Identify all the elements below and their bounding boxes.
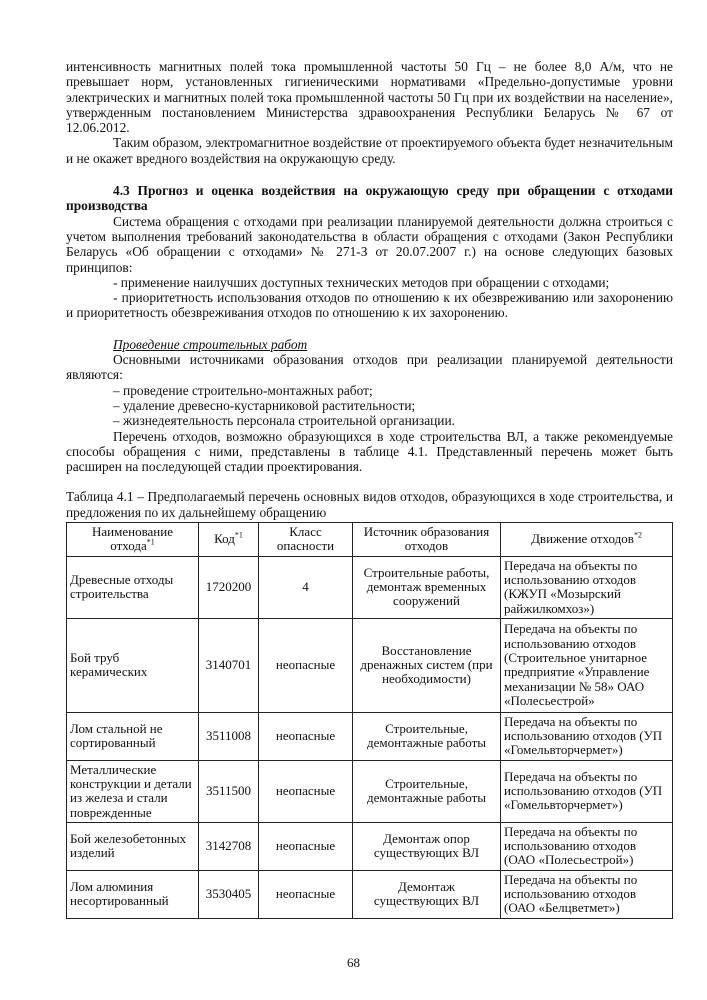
- cell-source: Демонтаж существующих ВЛ: [353, 870, 501, 918]
- cell-code: 3511008: [199, 712, 259, 760]
- cell-hazard-class: неопасные: [259, 618, 353, 712]
- cell-source: Демонтаж опор существующих ВЛ: [353, 822, 501, 870]
- subheading-construction: Проведение строительных работ: [113, 336, 308, 352]
- cell-code: 3142708: [199, 822, 259, 870]
- cell-hazard-class: 4: [259, 556, 353, 618]
- paragraph-list-intro: Перечень отходов, возможно образующихся в ходе строительства ВЛ, а также рекомендуемые способы обращения с ними, представлены в таблице 4.1. Представленный перечень может быть расширен на последующей стадии проектирования.: [66, 428, 673, 475]
- cell-movement: Передача на объекты по использованию отходов (УП «Гомельвторчермет»): [501, 760, 673, 822]
- table-row: [67, 870, 673, 918]
- cell-hazard-class: неопасные: [259, 870, 353, 918]
- cell-movement: Передача на объекты по использованию отходов (УП «Гомельвторчермет»): [501, 712, 673, 760]
- cell-waste-name: Лом стальной не сортированный: [67, 712, 199, 760]
- paragraph-waste-system: Система обращения с отходами при реализации планируемой деятельности должна строиться с учетом выполнения требований законодательства в области обращения с отходами (Закон Республики Беларусь «Об обращении с отходами» № 271-З от 20.07.2007 г.) на основе следующих базовых принципов:: [66, 213, 673, 275]
- paragraph-emf-norms: интенсивность магнитных полей тока промышленной частоты 50 Гц – не более 8,0 А/м, что не превышает норм, установленных гигиеническими нормативами «Предельно-допустимые уровни электрических и магнитных полей тока промышленной частоты 50 Гц при их воздействии на население», утвержденным постановлением Министерства здравоохранения Республики Беларусь № 67 от 12.06.2012.: [66, 59, 673, 136]
- source-item-2: – удаление древесно-кустарниковой растительности;: [113, 397, 416, 413]
- principle-item-1: - применение наилучших доступных технических методов при обращении с отходами;: [113, 274, 610, 290]
- table-caption: Таблица 4.1 – Предполагаемый перечень основных видов отходов, образующихся в ходе строительства, и предложения по их дальнейшему обращению: [66, 489, 673, 520]
- table-row: [67, 760, 673, 822]
- cell-waste-name: Бой труб керамических: [67, 618, 199, 712]
- table-row: [67, 556, 673, 618]
- table-row: [67, 822, 673, 870]
- cell-hazard-class: неопасные: [259, 760, 353, 822]
- cell-movement: Передача на объекты по использованию отходов (ОАО «Белцветмет»): [501, 870, 673, 918]
- cell-waste-name: Лом алюминия несортированный: [67, 870, 199, 918]
- cell-movement: Передача на объекты по использованию отходов (ОАО «Полесьестрой»): [501, 822, 673, 870]
- spacer: [66, 166, 673, 174]
- cell-waste-name: Древесные отходы строительства: [67, 556, 199, 618]
- table-row: [67, 712, 673, 760]
- cell-movement: Передача на объекты по использованию отходов (КЖУП «Мозырский райжилкомхоз»): [501, 556, 673, 618]
- page-content: [66, 59, 673, 919]
- cell-source: Строительные работы, демонтаж временных сооружений: [353, 556, 501, 618]
- section-heading: 4.3 Прогноз и оценка воздействия на окружающую среду при обращении с отходами производства: [66, 183, 673, 214]
- principle-item-2: - приоритетность использования отходов по отношению к их обезвреживанию или захоронению и приоритетность обезвреживания отходов по отношению к их захоронению.: [66, 290, 673, 321]
- cell-code: 3140701: [199, 618, 259, 712]
- cell-movement: Передача на объекты по использованию отходов (Строительное унитарное предприятие «Управление механизации № 58» ОАО «Полесьестрой»: [501, 618, 673, 712]
- source-item-1: – проведение строительно-монтажных работ;: [113, 382, 373, 398]
- cell-waste-name: Металлические конструкции и детали из железа и стали поврежденные: [67, 760, 199, 822]
- header-code: Код$^{*1}$: [199, 523, 259, 557]
- header-source: Источник образования отходов: [353, 523, 501, 557]
- cell-waste-name: Бой железобетонных изделий: [67, 822, 199, 870]
- paragraph-sources: Основными источниками образования отходов при реализации планируемой деятельности являются:: [66, 352, 673, 383]
- cell-source: Восстановление дренажных систем (при необходимости): [353, 618, 501, 712]
- page-number: 68: [347, 955, 360, 970]
- header-waste-name: Наименование отхода$^{*1}$: [67, 523, 199, 557]
- table-header-row: [67, 523, 673, 557]
- cell-source: Строительные, демонтажные работы: [353, 760, 501, 822]
- spacer: [66, 321, 673, 329]
- table-row: [67, 618, 673, 712]
- header-movement: Движение отходов$^{*2}$: [501, 523, 673, 557]
- cell-code: 3511500: [199, 760, 259, 822]
- waste-table: [66, 522, 673, 919]
- cell-code: 1720200: [199, 556, 259, 618]
- paragraph-emf-conclusion: Таким образом, электромагнитное воздействие от проектируемого объекта будет незначительным и не окажет вредного воздействия на окружающую среду.: [66, 135, 673, 166]
- cell-source: Строительные, демонтажные работы: [353, 712, 501, 760]
- cell-hazard-class: неопасные: [259, 712, 353, 760]
- cell-hazard-class: неопасные: [259, 822, 353, 870]
- cell-code: 3530405: [199, 870, 259, 918]
- header-hazard-class: Класс опасности: [259, 523, 353, 557]
- source-item-3: – жизнедеятельность персонала строительной организации.: [113, 413, 455, 429]
